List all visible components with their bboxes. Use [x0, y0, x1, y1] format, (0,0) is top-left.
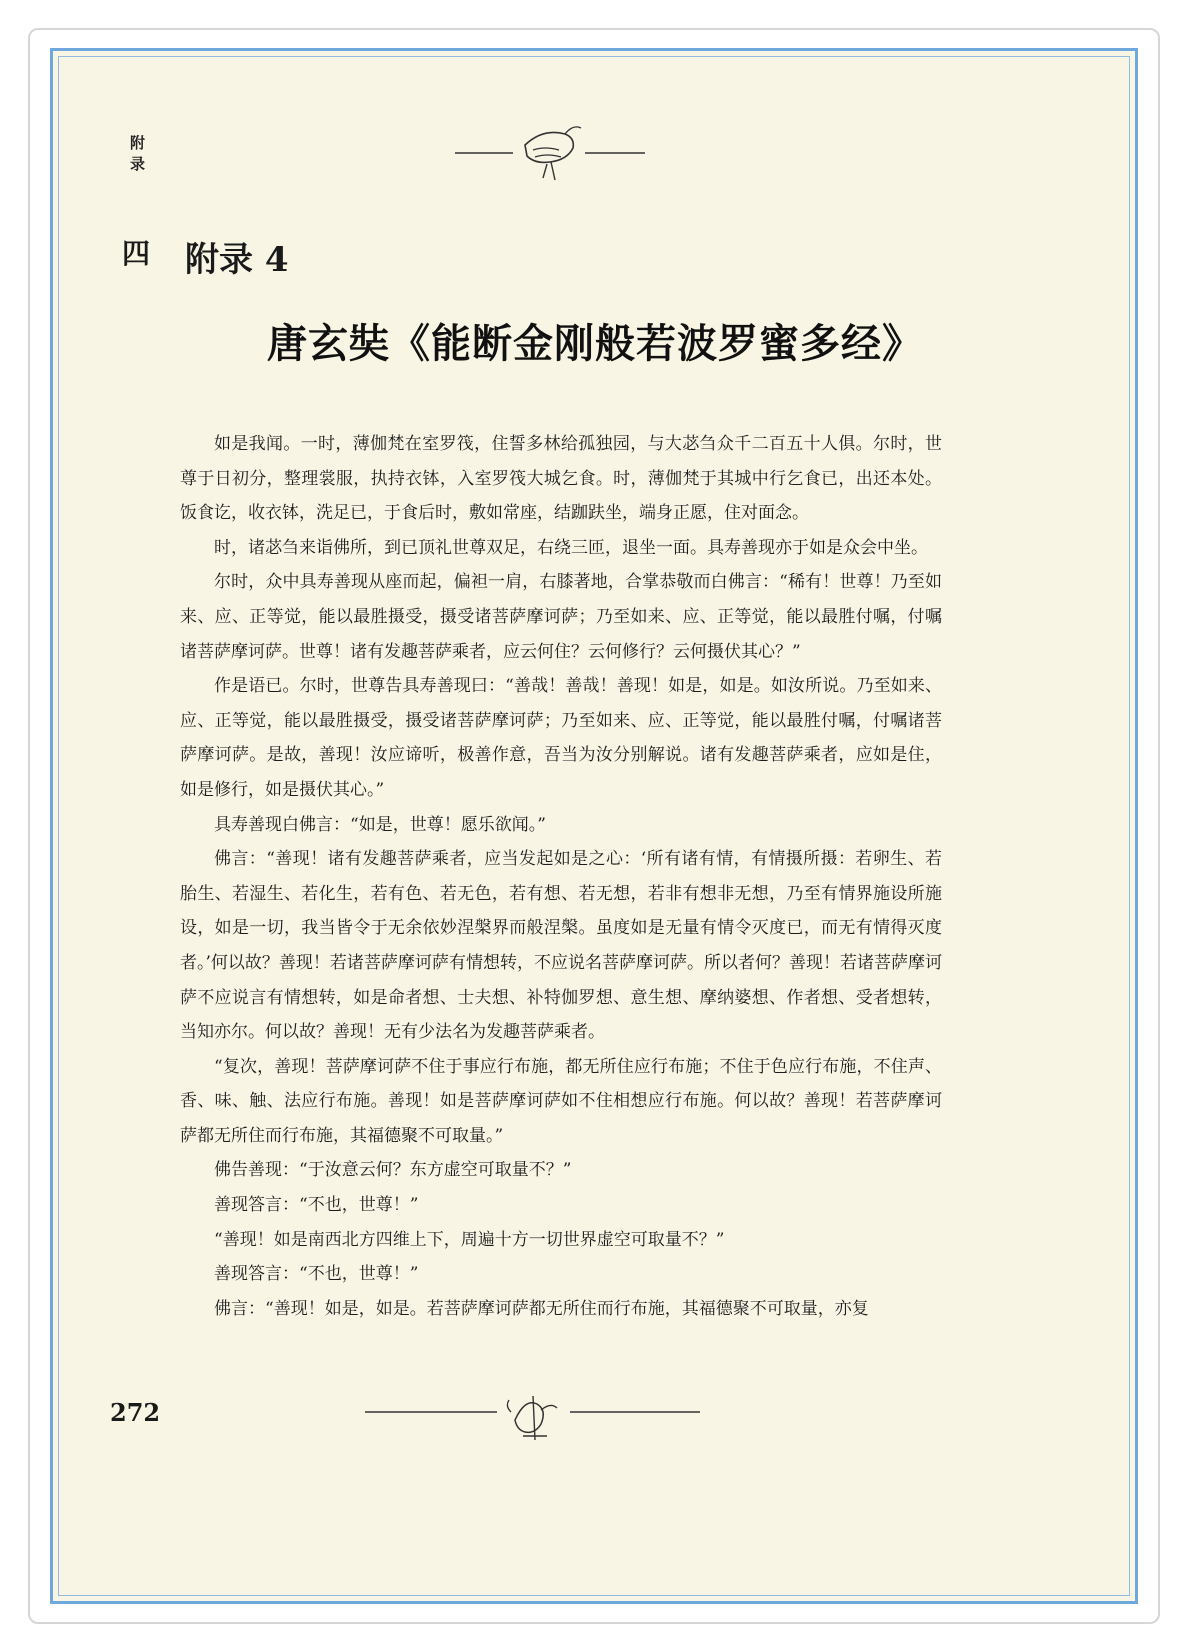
- bottom-ornament-icon: [365, 1390, 700, 1445]
- top-ornament-icon: [455, 120, 645, 190]
- paragraph: 佛言：“善现！如是，如是。若菩萨摩诃萨都无所住而行布施，其福德聚不可取量，亦复: [214, 1298, 869, 1319]
- paragraph: “复次，善现！菩萨摩诃萨不住于事应行布施，都无所住应行布施；不住于色应行布施，不住声、香、味、触、法应行布施。善现！如是菩萨摩诃萨如不住相想应行布施。何以故？善现！若菩萨摩诃萨都无所住而行布施，其福德聚不可取量。”: [180, 1056, 942, 1146]
- page-number: 272: [110, 1398, 161, 1427]
- paragraph: 佛言：“善现！诸有发趣菩萨乘者，应当发起如是之心：‘所有诸有情，有情摄所摄：若卵生、若胎生、若湿生、若化生，若有色、若无色，若有想、若无想，若非有想非无想，乃至有情界施设所施设，如是一切，我当皆令于无余依妙涅槃界而般涅槃。虽度如是无量有情令灭度已，而无有情得灭度者。’何以故？善现！若诸菩萨摩诃萨有情想转，不应说名菩萨摩诃萨。所以者何？善现！若诸菩萨摩诃萨不应说言有情想转，如是命者想、士夫想、补特伽罗想、意生想、摩纳婆想、作者想、受者想转，当知亦尔。何以故？善现！无有少法名为发趣菩萨乘者。: [180, 849, 942, 1043]
- paragraph: 佛告善现：“于汝意云何？东方虚空可取量不？”: [214, 1160, 572, 1181]
- paragraph: 具寿善现白佛言：“如是，世尊！愿乐欲闻。”: [214, 814, 546, 835]
- side-section-label: 附录: [128, 135, 146, 177]
- section-title: 附录 4: [185, 240, 289, 280]
- body-text: [180, 427, 942, 1326]
- document-title: 唐玄奘《能断金刚般若波罗蜜多经》: [267, 320, 923, 367]
- paragraph: 尔时，众中具寿善现从座而起，偏袒一肩，右膝著地，合掌恭敬而白佛言：“稀有！世尊！乃至如来、应、正等觉，能以最胜摄受，摄受诸菩萨摩诃萨；乃至如来、应、正等觉，能以最胜付嘱，付嘱诸菩萨摩诃萨。世尊！诸有发趣菩萨乘者，应云何住？云何修行？云何摄伏其心？”: [180, 572, 942, 662]
- paragraph: 善现答言：“不也，世尊！”: [214, 1264, 419, 1285]
- paragraph: 如是我闻。一时，薄伽梵在室罗筏，住誓多林给孤独园，与大苾刍众千二百五十人俱。尔时，世尊于日初分，整理裳服，执持衣钵，入室罗筏大城乞食。时，薄伽梵于其城中行乞食已，出还本处。饭食讫，收衣钵，洗足已，于食后时，敷如常座，结跏趺坐，端身正愿，住对面念。: [180, 434, 942, 524]
- paragraph: 善现答言：“不也，世尊！”: [214, 1195, 419, 1216]
- paragraph: “善现！如是南西北方四维上下，周遍十方一切世界虚空可取量不？”: [214, 1229, 725, 1250]
- section-number: 四: [122, 237, 151, 270]
- paragraph: 作是语已。尔时，世尊告具寿善现曰：“善哉！善哉！善现！如是，如是。如汝所说。乃至如来、应、正等觉，能以最胜摄受，摄受诸菩萨摩诃萨；乃至如来、应、正等觉，能以最胜付嘱，付嘱诸菩萨摩诃萨。是故，善现！汝应谛听，极善作意，吾当为汝分别解说。诸有发趣菩萨乘者，应如是住，如是修行，如是摄伏其心。”: [180, 676, 942, 800]
- paragraph: 时，诸苾刍来诣佛所，到已顶礼世尊双足，右绕三匝，退坐一面。具寿善现亦于如是众会中坐。: [214, 537, 928, 558]
